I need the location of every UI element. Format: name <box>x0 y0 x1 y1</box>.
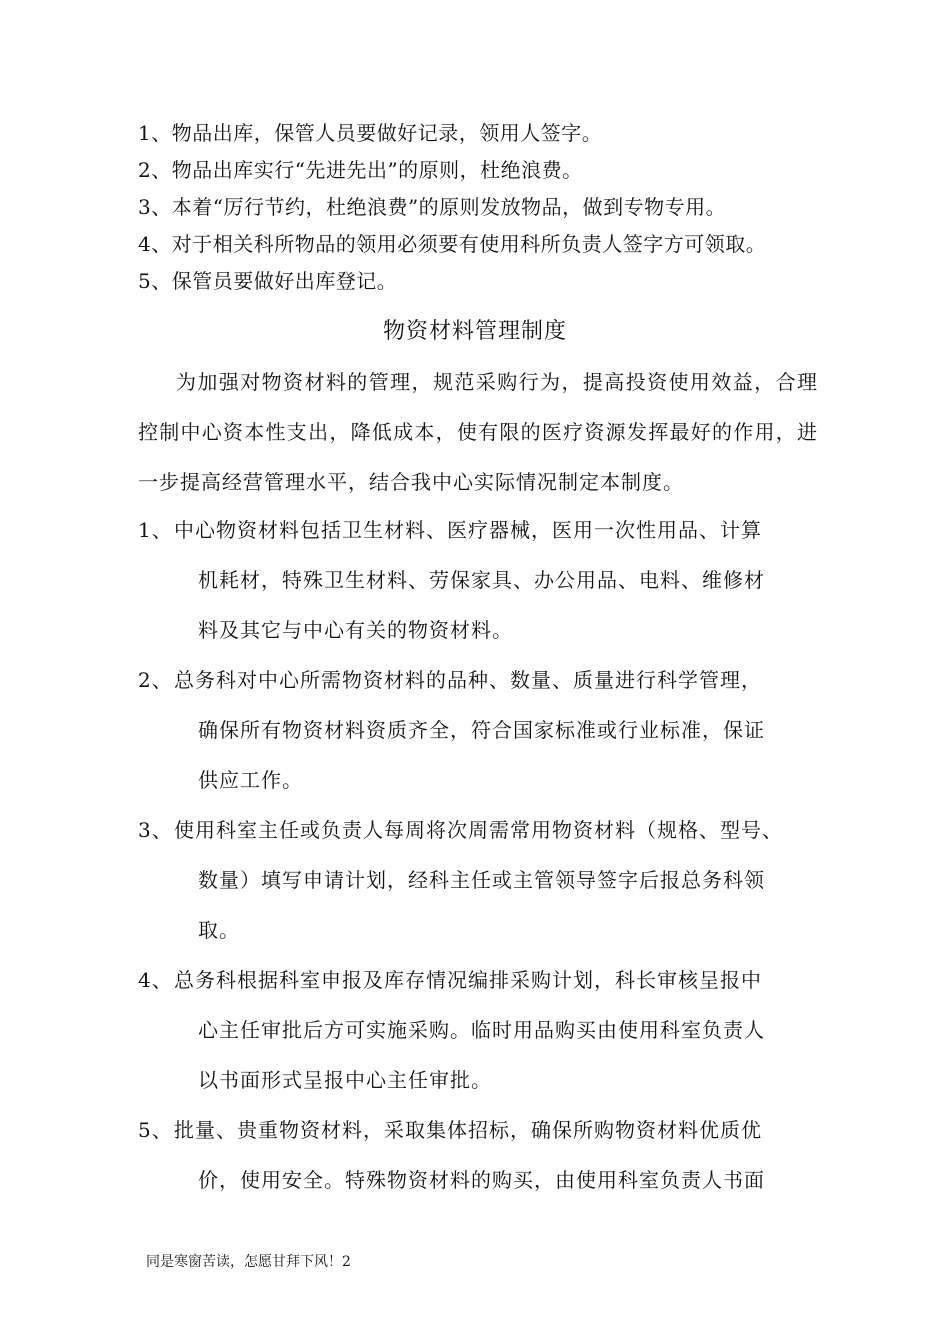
rule-item-3 <box>138 805 818 955</box>
rule-number: 4、 <box>138 968 173 992</box>
rule-number: 1、 <box>138 518 173 542</box>
rules-list <box>138 505 818 1205</box>
rule-line: 数量）填写申请计划，经科主任或主管领导签字后报总务科领 <box>198 868 765 892</box>
document-title: 物资材料管理制度 <box>382 319 567 344</box>
rule-number: 5、 <box>138 1118 173 1142</box>
list-item: 5、保管员要做好出库登记。 <box>138 269 398 293</box>
rule-line: 总务科根据科室申报及库存情况编排采购计划，科长审核呈报中 <box>174 968 762 992</box>
rule-item-2 <box>138 655 818 805</box>
rule-line: 确保所有物资材料资质齐全，符合国家标准或行业标准，保证 <box>198 718 765 742</box>
intro-paragraph: 为加强对物资材料的管理，规范采购行为，提高投资使用效益，合理控制中心资本性支出，降低成本，使有限的医疗资源发挥最好的作用，进一步提高经营管理水平，结合我中心实际情况制定本制度。 <box>138 370 818 494</box>
rule-line: 使用科室主任或负责人每周将次周需常用物资材料（规格、型号、 <box>174 818 783 842</box>
list-item: 2、物品出库实行“先进先出”的原则，杜绝浪费。 <box>138 158 583 182</box>
rule-line: 总务科对中心所需物资材料的品种、数量、质量进行科学管理， <box>174 668 762 692</box>
rule-line: 批量、贵重物资材料，采取集体招标，确保所购物资材料优质优 <box>174 1118 762 1142</box>
rule-item-1 <box>138 505 818 655</box>
rule-line: 料及其它与中心有关的物资材料。 <box>198 618 513 642</box>
rule-number: 2、 <box>138 668 173 692</box>
outbound-rules-list <box>138 115 766 300</box>
list-item: 1、物品出库，保管人员要做好记录，领用人签字。 <box>138 121 603 145</box>
rule-line: 以书面形式呈报中心主任审批。 <box>198 1068 492 1092</box>
page-footer: 同是寒窗苦读，怎愿甘拜下风！2 <box>146 1254 351 1270</box>
rule-line: 价，使用安全。特殊物资材料的购买，由使用科室负责人书面 <box>198 1168 765 1192</box>
rule-number: 3、 <box>138 818 173 842</box>
rule-line: 心主任审批后方可实施采购。临时用品购买由使用科室负责人 <box>198 1018 765 1042</box>
rule-line: 中心物资材料包括卫生材料、医疗器械，医用一次性用品、计算 <box>174 518 762 542</box>
rule-line: 供应工作。 <box>198 768 303 792</box>
rule-line: 取。 <box>198 918 240 942</box>
list-item: 4、对于相关科所物品的领用必须要有使用科所负责人签字方可领取。 <box>138 232 767 256</box>
list-item: 3、本着“厉行节约，杜绝浪费”的原则发放物品，做到专物专用。 <box>138 195 727 219</box>
rule-line: 机耗材，特殊卫生材料、劳保家具、办公用品、电料、维修材 <box>198 568 765 592</box>
rule-item-4 <box>138 955 818 1105</box>
rule-item-5 <box>138 1105 818 1205</box>
